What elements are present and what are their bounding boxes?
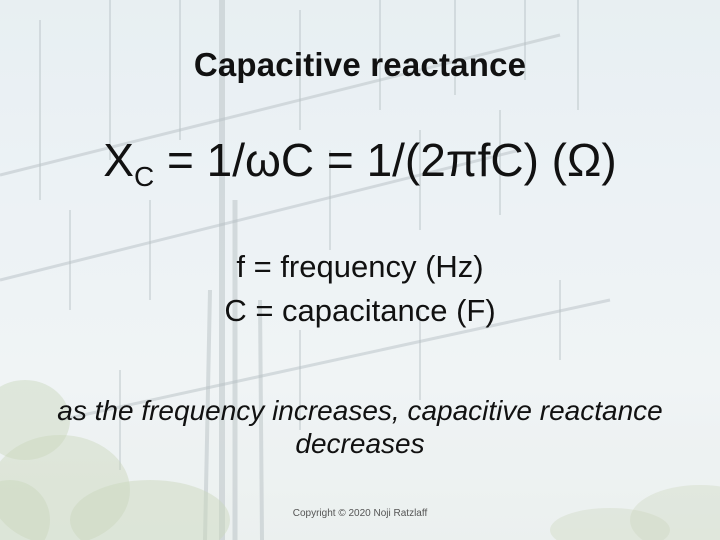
copyright-notice: Copyright © 2020 Noji Ratzlaff	[292, 508, 428, 519]
formula-expression: = 1/ωC = 1/(2πfC) (Ω)	[154, 134, 617, 186]
slide-title: Capacitive reactance	[193, 46, 527, 83]
reactance-formula	[0, 130, 720, 190]
definition-capacitance: C = capacitance (F)	[224, 293, 496, 328]
formula-symbol: X	[103, 134, 134, 186]
definitions-list	[0, 245, 720, 333]
definition-frequency: f = frequency (Hz)	[236, 249, 484, 284]
formula-subscript: C	[133, 161, 155, 192]
relationship-note: as the frequency increases, capacitive reactance decreases	[57, 395, 663, 459]
